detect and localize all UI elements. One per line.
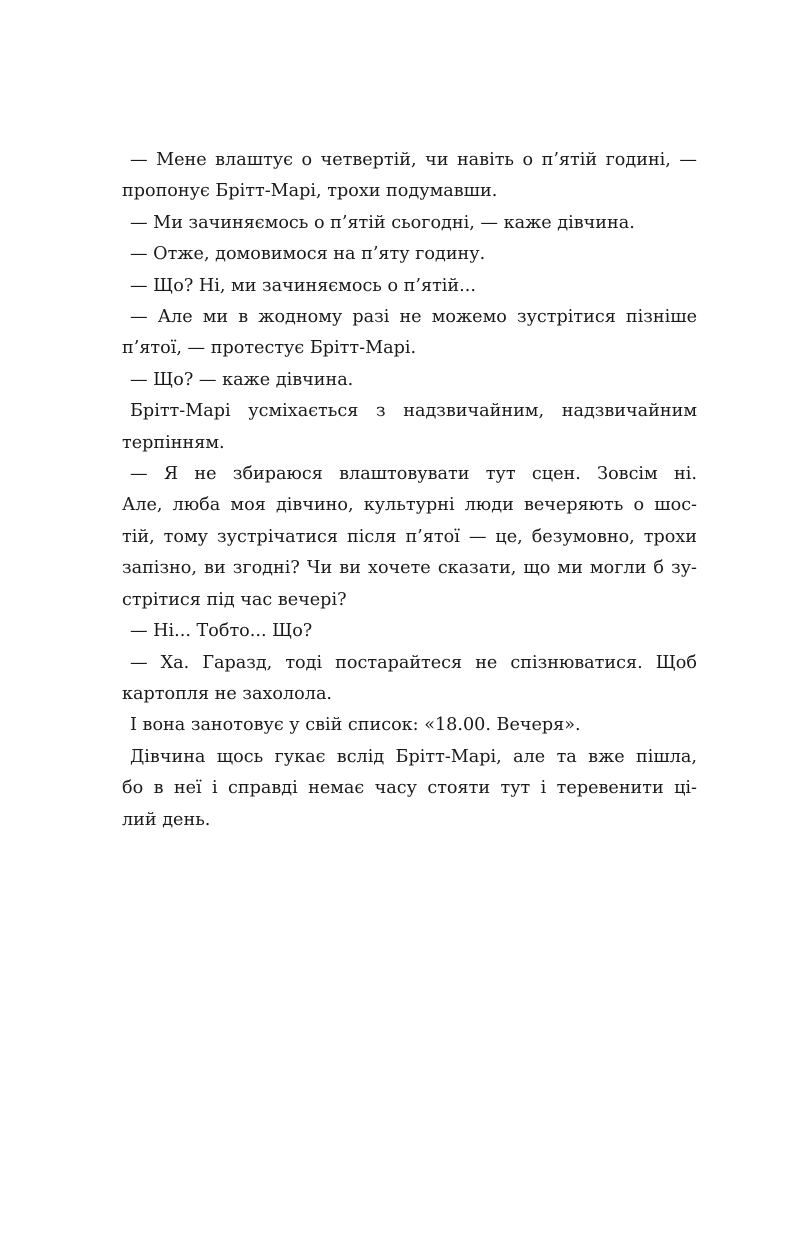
paragraph — [122, 396, 697, 459]
text-line: — Я не збираюся влаштовувати тут сцен. Зовсім ні. — [130, 464, 697, 485]
text-line: — Ми зачиняємось о п’ятій сьогодні, — каже дівчина. — [130, 212, 635, 233]
text-line: терпінням. — [122, 432, 225, 453]
paragraph — [122, 648, 697, 711]
text-line: лий день. — [122, 809, 211, 830]
text-line: Брітт-Марі усміхається з надзвичайним, надзвичайним — [130, 401, 697, 422]
text-line: — Що? — каже дівчина. — [130, 369, 354, 390]
text-line: — Отже, домовимося на п’яту годину. — [130, 244, 486, 265]
text-line: картопля не захолола. — [122, 683, 333, 704]
paragraph — [122, 145, 697, 208]
text-line: І вона занотовує у свій список: «18.00. Вечеря». — [130, 715, 581, 736]
paragraph — [122, 742, 697, 836]
paragraph — [122, 271, 697, 302]
paragraph — [122, 302, 697, 365]
paragraph — [122, 459, 697, 616]
paragraph — [122, 239, 697, 270]
text-line: — Ха. Гаразд, тоді постарайтеся не спізнюватися. Щоб — [130, 652, 697, 673]
text-line: — Мене влаштує о четвертій, чи навіть о п’ятій годині, — — [130, 150, 697, 170]
text-line: — Але ми в жодному разі не можемо зустрітися пізніше — [130, 307, 697, 328]
paragraph — [122, 616, 697, 647]
text-line: стрітися під час вечері? — [122, 589, 347, 610]
text-line: бо в неї і справді немає часу стояти тут і теревенити ці- — [122, 778, 697, 799]
text-line: Але, люба моя дівчино, культурні люди вечеряють о шос- — [122, 495, 697, 516]
text-line: Дівчина щось гукає вслід Брітт-Марі, але та вже пішла, — [130, 746, 697, 767]
text-line: запізно, ви згодні? Чи ви хочете сказати, що ми могли б зу- — [122, 558, 697, 579]
text-line: тій, тому зустрічатися після п’ятої — це, безумовно, трохи — [122, 526, 697, 547]
text-line: пропонує Брітт-Марі, трохи подумавши. — [122, 181, 498, 202]
text-line: — Ні... Тобто... Що? — [130, 621, 313, 642]
paragraph — [122, 365, 697, 396]
text-line: — Що? Ні, ми зачиняємось о п’ятій... — [130, 275, 476, 296]
text-line: п’ятої, — протестує Брітт-Марі. — [122, 338, 417, 359]
paragraph — [122, 208, 697, 239]
paragraph — [122, 710, 697, 741]
page-body-text — [122, 145, 697, 836]
